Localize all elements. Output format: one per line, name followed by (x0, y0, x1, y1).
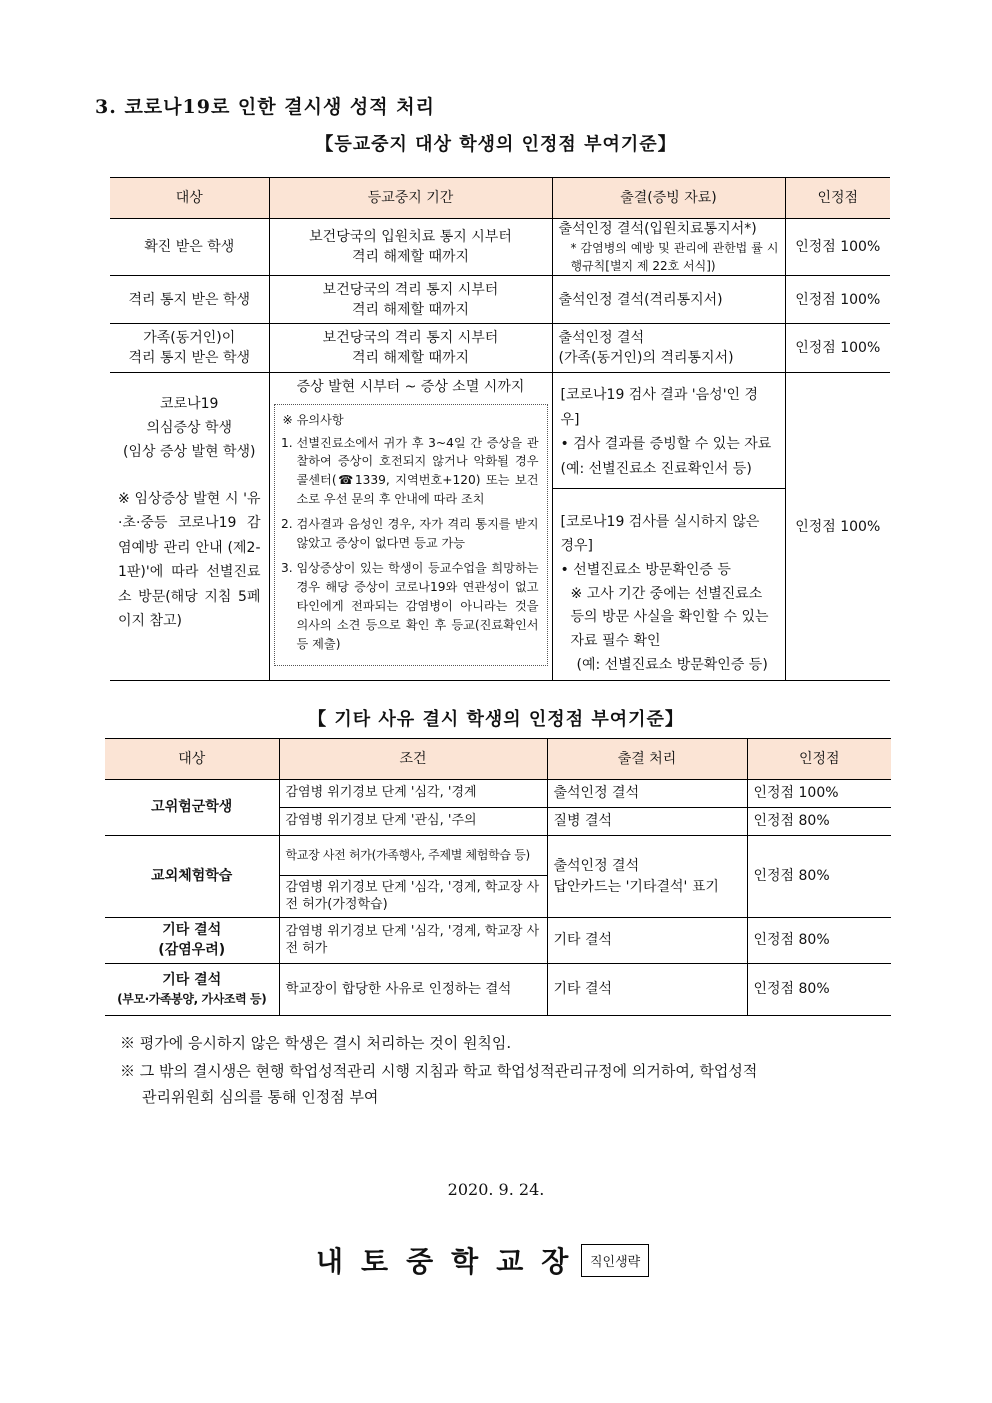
attendance-note: * 감염병의 예방 및 관리에 관한법 률 시행규칙[별지 제 22호 서식]) (570, 241, 779, 274)
header-attendance: 출결 처리 (547, 739, 747, 780)
cell-attendance: 출석인정 결석 (547, 780, 747, 808)
period-line: 보건당국의 입원치료 통지 시부터 (309, 228, 512, 245)
no-test-item: • 선별진료소 방문확인증 등 (560, 561, 731, 578)
period-line: 보건당국의 격리 통지 시부터 (322, 330, 499, 346)
cell-score: 인정점 100% (747, 780, 891, 808)
issue-date: 2020. 9. 24. (447, 1180, 545, 1199)
cell-condition: 학교장 사전 허가(가족행사, 주제별 체험학습 등) (279, 836, 547, 876)
header-score: 인정점 (747, 739, 891, 780)
cell-attendance: 기타 결석 (547, 964, 747, 1016)
table-row (105, 918, 891, 964)
table-row (105, 780, 891, 808)
cell-target: 확진 받은 학생 (110, 219, 269, 276)
caution-list (283, 434, 539, 654)
cell-score: 인정점 100% (785, 373, 890, 681)
footnote-2 (120, 1058, 910, 1111)
table2-caption: 【 기타 사유 결시 학생의 인정점 부여기준】 (308, 709, 684, 730)
cell-attendance (547, 836, 747, 918)
table-header-row (110, 178, 890, 219)
cell-target: 고위험군학생 (105, 780, 279, 836)
cell-target (105, 964, 279, 1016)
cell-attendance (552, 219, 785, 276)
cell-target: 교외체험학습 (105, 836, 279, 918)
caution-title: ※ 유의사항 (282, 412, 344, 427)
target-line: (부모·가족봉양, 가사조력 등) (117, 991, 267, 1006)
cell-attendance (552, 373, 785, 681)
cell-period (269, 276, 552, 324)
suspension-criteria-table (110, 177, 890, 681)
cell-condition: 학교장이 합당한 사유로 인정하는 결석 (279, 964, 547, 1016)
period-text: 증상 발현 시부터 ~ 증상 소멸 시까지 (296, 379, 525, 396)
table-row (110, 219, 890, 276)
table-row (105, 964, 891, 1016)
negative-result-block (553, 373, 785, 489)
attendance-line: 답안카드는 '기타결석' 표기 (553, 878, 719, 895)
attendance-text: 출석인정 결석(입원치료통지서*) (558, 221, 757, 237)
target-line: 기타 결석 (162, 972, 222, 989)
negative-title: [코로나19 검사 결과 '음성'인 경우] (560, 387, 759, 428)
header-target: 대상 (105, 739, 279, 780)
cell-score: 인정점 100% (785, 219, 890, 276)
target-line: 코로나19 (160, 396, 219, 413)
cell-condition: 감염병 위기경보 단계 '관심, '주의 (279, 808, 547, 836)
cell-period (269, 373, 552, 681)
cell-attendance: 기타 결석 (547, 918, 747, 964)
header-target: 대상 (110, 178, 269, 219)
target-line: (감염우려) (158, 941, 226, 958)
cell-score: 인정점 80% (747, 808, 891, 836)
other-absence-table (105, 738, 891, 1016)
header-condition: 조건 (279, 739, 547, 780)
signer-name: 내토중학교장 (316, 1245, 587, 1278)
no-test-example: (예: 선별진료소 방문확인증 등) (576, 657, 768, 674)
cell-condition: 감염병 위기경보 단계 '심각, '경계 (279, 780, 547, 808)
attendance-line: 출석인정 결석 (553, 858, 640, 875)
period-line: 격리 해제할 때까지 (351, 249, 470, 266)
table-row (110, 324, 890, 373)
list-item: 1. 선별진료소에서 귀가 후 3~4일 간 증상을 관찰하여 증상이 호전되지 않거나 악화될 경우 콜센터(☎1339, 지역번호+120) 또는 보건소로 우선 문의 후 안내에 따라 조치 (297, 434, 539, 510)
table-row (105, 836, 891, 876)
footnote-line: ※ 그 밖의 결시생은 현행 학업성적관리 시행 지침과 학교 학업성적관리규정에 의거하여, 학업성적 (120, 1062, 758, 1080)
header-period: 등교중지 기간 (269, 178, 552, 219)
cell-period (269, 219, 552, 276)
attendance-line: (가족(동거인)의 격리통지서) (558, 350, 734, 367)
table-row (110, 276, 890, 324)
target-line: 기타 결석 (162, 921, 222, 938)
cell-period (269, 324, 552, 373)
table-row (110, 373, 890, 681)
list-item: 3. 임상증상이 있는 학생이 등교수업을 희망하는 경우 해당 증상이 코로나19와 연관성이 없고 타인에게 전파되는 감염병이 아니라는 것을 의사의 소견 등으로 확인 후 등교(진료확인서 등 제출) (297, 559, 539, 654)
cell-target (105, 918, 279, 964)
target-note: ※ 임상증상 발현 시 '유·초·중등 코로나19 감염예방 관리 안내 (제2-1판)'에 따라 선별진료소 방문(해당 지침 5페이지 참고) (118, 490, 261, 630)
negative-example: (예: 선별진료소 진료확인서 등) (560, 460, 752, 477)
target-line: 격리 통지 받은 학생 (128, 350, 251, 367)
no-test-note: ※ 고사 기간 중에는 선별진료소 등의 방문 사실을 확인할 수 있는 자료 필수 확인 (570, 585, 769, 650)
seal-omitted-stamp: 직인생략 (581, 1244, 649, 1277)
cell-target (110, 324, 269, 373)
cell-score: 인정점 100% (785, 276, 890, 324)
period-line: 격리 해제할 때까지 (351, 301, 470, 318)
table-header-row (105, 739, 891, 780)
period-line: 격리 해제할 때까지 (351, 350, 470, 367)
list-item: 2. 검사결과 음성인 경우, 자가 격리 통지를 받지 않았고 증상이 없다면 등교 가능 (297, 515, 539, 553)
cell-score: 인정점 80% (747, 836, 891, 918)
cell-attendance (552, 324, 785, 373)
cell-score: 인정점 80% (747, 964, 891, 1016)
cell-condition: 감염병 위기경보 단계 '심각, '경계, 학교장 사전 허가 (279, 918, 547, 964)
attendance-line: 출석인정 결석 (558, 330, 645, 346)
target-line: 가족(동거인)이 (143, 330, 236, 346)
header-attendance: 출결(증빙 자료) (552, 178, 785, 219)
cell-target (110, 373, 269, 681)
cell-score: 인정점 100% (785, 324, 890, 373)
target-line: (임상 증상 발현 학생) (123, 443, 256, 460)
section-title: 3. 코로나19로 인한 결시생 성적 처리 (95, 96, 435, 118)
header-score: 인정점 (785, 178, 890, 219)
cell-score: 인정점 80% (747, 918, 891, 964)
table1-caption: 【등교중지 대상 학생의 인정점 부여기준】 (315, 134, 677, 155)
period-line: 보건당국의 격리 통지 시부터 (322, 281, 499, 298)
cell-condition: 감염병 위기경보 단계 '심각, '경계, 학교장 사전 허가(가정학습) (279, 876, 547, 918)
cell-attendance: 질병 결석 (547, 808, 747, 836)
footnote-line: 관리위원회 심의를 통해 인정점 부여 (142, 1088, 379, 1107)
negative-item: • 검사 결과를 증빙할 수 있는 자료 (560, 436, 772, 453)
cell-attendance: 출석인정 결석(격리통지서) (552, 276, 785, 324)
cell-target: 격리 통지 받은 학생 (110, 276, 269, 324)
target-line: 의심증상 학생 (146, 420, 233, 437)
no-test-block (553, 489, 785, 678)
caution-box (274, 404, 548, 667)
footnote-1: ※ 평가에 응시하지 않은 학생은 결시 처리하는 것이 원칙임. (120, 1034, 512, 1052)
no-test-title: [코로나19 검사를 실시하지 않은 경우] (560, 514, 760, 555)
